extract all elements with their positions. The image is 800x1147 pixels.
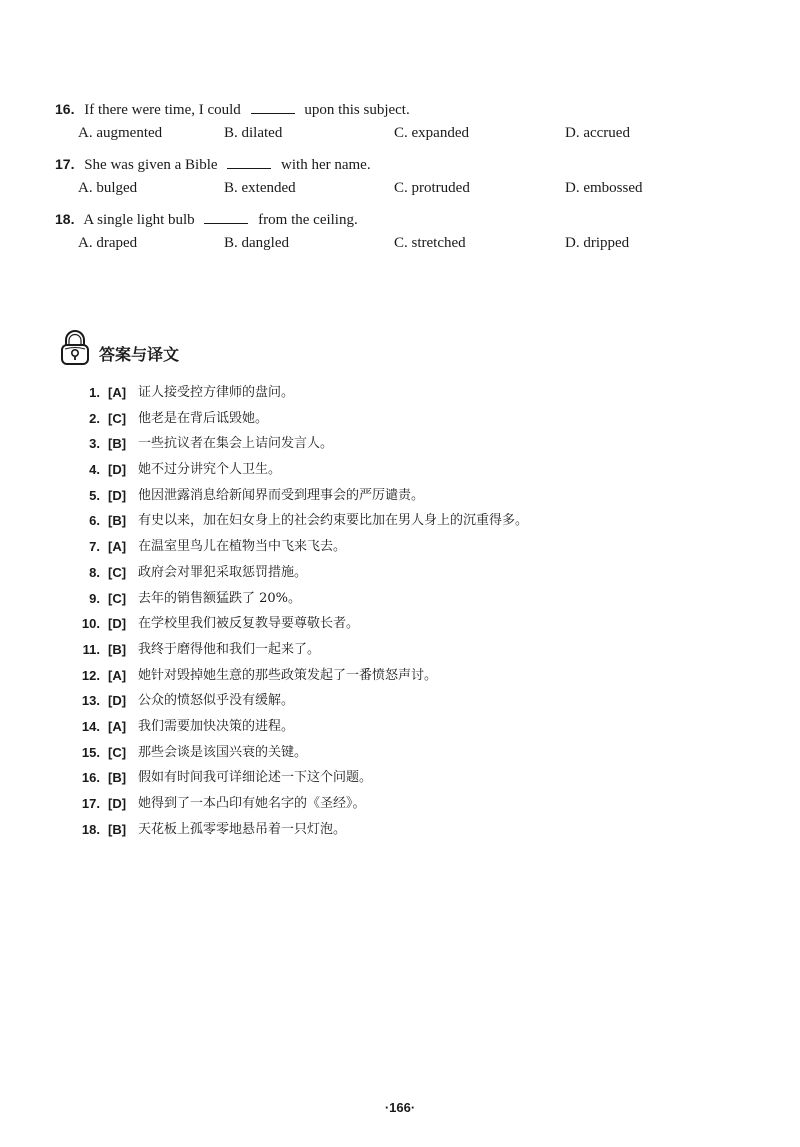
answer-number: 12.	[81, 667, 100, 683]
answer-row	[72, 663, 722, 689]
answer-number: 16.	[81, 770, 100, 786]
answer-key: [B]	[108, 436, 127, 452]
answer-translation: 她得到了一本凸印有她名字的《圣经》。	[138, 796, 366, 811]
answer-number: 4.	[89, 462, 100, 478]
option-d: D. embossed	[565, 180, 643, 196]
answer-translation: 天花板上孤零零地悬吊着一只灯泡。	[138, 821, 347, 837]
answer-row	[72, 560, 722, 586]
answer-translation: 公众的愤怒似乎没有缓解。	[138, 693, 295, 709]
answer-translation: 政府会对罪犯采取惩罚措施。	[138, 564, 308, 580]
answer-key: [C]	[108, 410, 127, 426]
answer-row	[72, 406, 722, 432]
answer-number: 11.	[82, 641, 100, 657]
answer-row	[72, 483, 722, 509]
answer-key: [B]	[108, 513, 127, 529]
answer-row	[72, 740, 722, 766]
option-b: B. extended	[224, 180, 296, 196]
answer-number: 2.	[89, 410, 100, 426]
answer-row	[72, 714, 722, 740]
stem-text-before: If there were time, I could	[84, 102, 241, 118]
answer-translation: 一些抗议者在集会上诘问发言人。	[138, 436, 334, 452]
answer-key: [A]	[108, 385, 127, 400]
question-16	[55, 96, 755, 151]
answer-key: [D]	[108, 693, 127, 709]
answer-translation: 我终于磨得他和我们一起来了。	[138, 641, 321, 657]
stem-text-after: upon this subject.	[304, 102, 410, 118]
answer-row	[72, 611, 722, 637]
answer-translation: 证人接受控方律师的盘问。	[138, 385, 295, 400]
question-stem	[55, 151, 755, 177]
answer-translation: 那些会谈是该国兴衰的关键。	[138, 744, 308, 760]
answer-row	[72, 431, 722, 457]
option-c: C. protruded	[394, 180, 470, 196]
question-options	[55, 122, 755, 151]
option-d: D. accrued	[565, 125, 630, 141]
option-d: D. dripped	[565, 235, 630, 251]
stem-text-after: with her name.	[281, 157, 371, 173]
question-stem	[55, 206, 755, 232]
option-b: B. dangled	[224, 235, 289, 251]
answer-row	[72, 765, 722, 791]
answer-number: 18.	[81, 821, 100, 837]
question-number: 16.	[55, 101, 75, 117]
answer-translation: 在温室里鸟儿在植物当中飞来飞去。	[138, 539, 347, 555]
stem-text-before: A single light bulb	[83, 212, 195, 228]
answer-number: 6.	[89, 513, 100, 529]
option-c: C. expanded	[394, 125, 469, 141]
answer-number: 17.	[81, 796, 100, 811]
question-number: 18.	[55, 211, 75, 227]
stem-text-before: She was given a Bible	[84, 157, 218, 173]
answer-row	[72, 380, 722, 406]
question-18	[55, 206, 755, 261]
option-a: A. draped	[78, 235, 138, 251]
answer-key: [B]	[108, 641, 127, 657]
answer-key: [C]	[108, 590, 127, 606]
answer-row	[72, 457, 722, 483]
answer-row	[72, 817, 722, 843]
option-c: C. stretched	[394, 235, 466, 251]
answer-row	[72, 688, 722, 714]
answer-row	[72, 791, 722, 817]
page-number: ·166·	[384, 1100, 416, 1115]
answer-translation: 我们需要加快决策的进程。	[138, 718, 295, 734]
option-a: A. augmented	[78, 125, 163, 141]
option-b: B. dilated	[224, 125, 283, 141]
answer-number: 9.	[89, 590, 100, 606]
answer-number: 7.	[89, 539, 100, 555]
answer-blank	[204, 208, 248, 224]
answer-number: 10.	[81, 616, 100, 632]
answer-translation: 在学校里我们被反复教导要尊敬长者。	[138, 616, 360, 632]
answer-number: 5.	[89, 487, 100, 503]
answer-translation: 她不过分讲究个人卫生。	[138, 462, 282, 478]
answer-key: [B]	[108, 770, 127, 786]
lock-icon	[57, 330, 93, 371]
stem-text-after: from the ceiling.	[258, 212, 358, 228]
answer-number: 14.	[81, 718, 100, 734]
answer-key: [A]	[108, 718, 127, 734]
answer-translation: 假如有时间我可详细论述一下这个问题。	[138, 770, 373, 786]
question-stem	[55, 96, 755, 122]
answer-key: [A]	[108, 539, 127, 555]
answer-number: 15.	[81, 744, 100, 760]
answer-key: [B]	[108, 821, 127, 837]
answer-key: [D]	[108, 487, 127, 503]
answer-number: 3.	[89, 436, 100, 452]
answer-translation: 有史以来，加在妇女身上的社会约束要比加在男人身上的沉重得多。	[138, 513, 529, 529]
answer-number: 13.	[81, 693, 100, 709]
answer-key: [A]	[108, 667, 127, 683]
answer-row	[72, 534, 722, 560]
answer-row	[72, 637, 722, 663]
question-list	[55, 96, 755, 261]
question-number: 17.	[55, 156, 75, 172]
answer-row	[72, 586, 722, 612]
answer-translation: 他老是在背后诋毁她。	[138, 410, 269, 426]
answer-key: [D]	[108, 616, 127, 632]
answer-section-title: 答案与译文	[99, 345, 180, 364]
answer-translation: 他因泄露消息给新闻界而受到理事会的严厉谴责。	[138, 487, 425, 503]
answer-blank	[227, 153, 271, 169]
answer-number: 1.	[89, 385, 100, 400]
answer-key: [C]	[108, 744, 127, 760]
answer-key: [D]	[108, 796, 127, 811]
option-a: A. bulged	[78, 180, 138, 196]
answer-translation: 她针对毁掉她生意的那些政策发起了一番愤怒声讨。	[138, 667, 438, 683]
question-options	[55, 232, 755, 261]
answer-number: 8.	[89, 564, 100, 580]
answer-blank	[251, 98, 295, 114]
answer-key: [C]	[108, 564, 127, 580]
answer-list	[72, 380, 722, 842]
answer-key: [D]	[108, 462, 127, 478]
question-options	[55, 177, 755, 206]
answer-row	[72, 508, 722, 534]
question-17	[55, 151, 755, 206]
answer-translation: 去年的销售额猛跌了 20%。	[138, 590, 302, 606]
